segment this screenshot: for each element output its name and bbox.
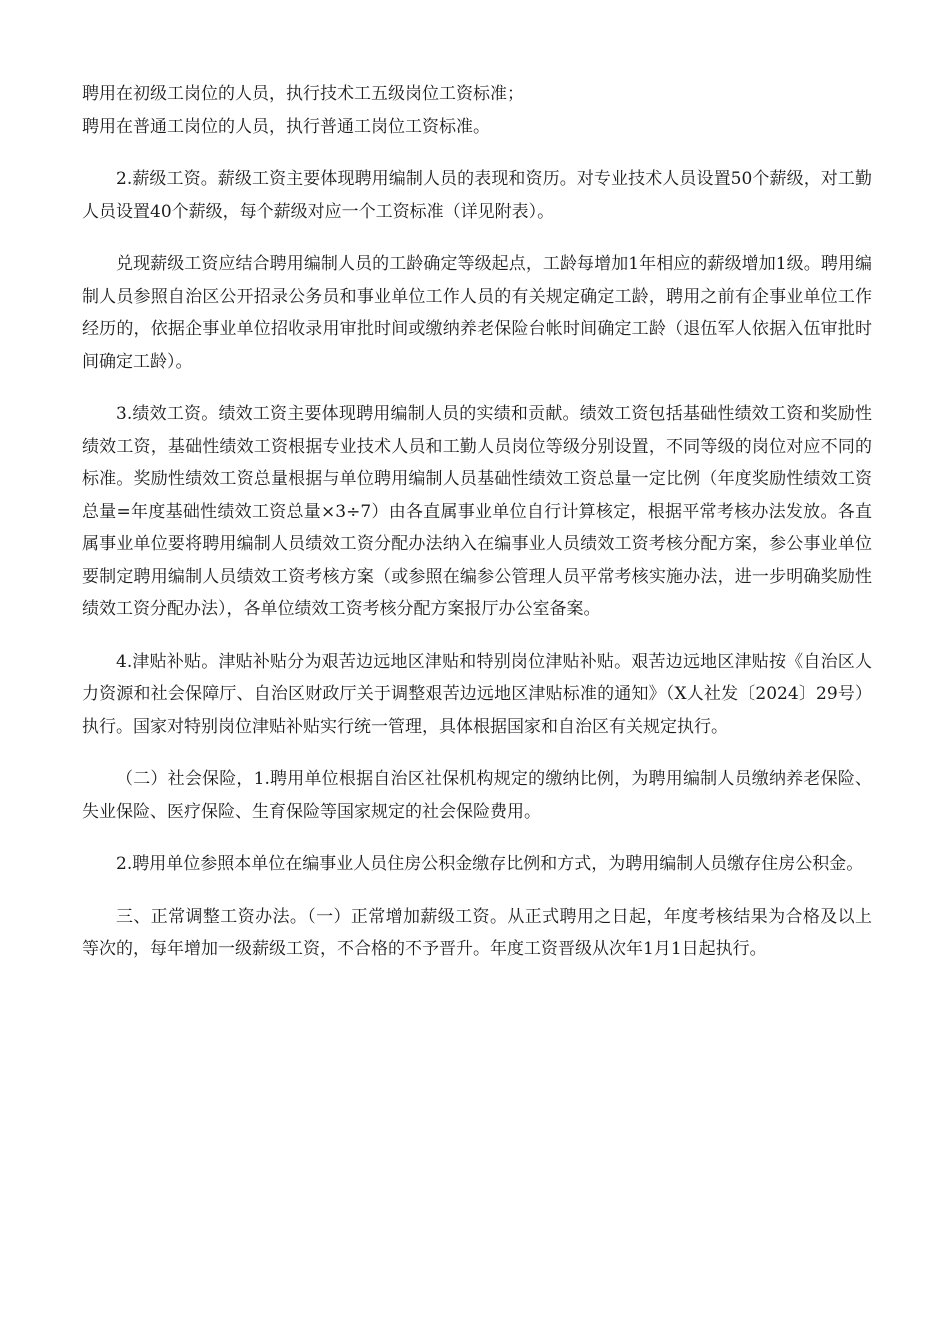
spacer	[82, 743, 872, 763]
paragraph-salary-grade: 2.薪级工资。薪级工资主要体现聘用编制人员的表现和资历。对专业技术人员设置50个薪级，对工勤人员设置40个薪级，每个薪级对应一个工资标准（详见附表）。	[82, 169, 872, 222]
paragraph-performance-pay: 3.绩效工资。绩效工资主要体现聘用编制人员的实绩和贡献。绩效工资包括基础性绩效工资和奖励性绩效工资，基础性绩效工资根据专业技术人员和工勤人员岗位等级分别设置，不同等级的岗位对应不同的标准。奖励性绩效工资总量根据与单位聘用编制人员基础性绩效工资总量一定比例（年度奖励性绩效工资总量=年度基础性绩效工资总量×3÷7）由各直属事业单位自行计算核定，根据平常考核办法发放。各直属事业单位要将聘用编制人员绩效工资分配办法纳入在编事业人员绩效工资考核分配方案，参公事业单位要制定聘用编制人员绩效工资考核方案（或参照在编参公管理人员平常考核实施办法，进一步明确奖励性绩效工资分配办法），各单位绩效工资考核分配方案报厅办公室备案。	[82, 404, 872, 619]
spacer	[82, 143, 872, 163]
paragraph-seniority: 兑现薪级工资应结合聘用编制人员的工龄确定等级起点，工龄每增加1年相应的薪级增加1级。聘用编制人员参照自治区公开招录公务员和事业单位工作人员的有关规定确定工龄，聘用之前有企事业单位工作经历的，依据企事业单位招收录用审批时间或缴纳养老保险台帐时间确定工龄（退伍军人依据入伍审批时间确定工龄）。	[82, 254, 872, 372]
paragraph-general-worker: 聘用在普通工岗位的人员，执行普通工岗位工资标准。	[82, 116, 490, 137]
paragraph-salary-adjustment: 三、正常调整工资办法。（一）正常增加薪级工资。从正式聘用之日起，年度考核结果为合格及以上等次的，每年增加一级薪级工资，不合格的不予晋升。年度工资晋级从次年1月1日起执行。	[82, 906, 872, 959]
paragraph-junior-worker: 聘用在初级工岗位的人员，执行技术工五级岗位工资标准；	[82, 84, 524, 104]
document-page	[82, 78, 872, 966]
spacer	[82, 228, 872, 248]
spacer	[82, 378, 872, 398]
paragraph-social-insurance: （二）社会保险，1.聘用单位根据自治区社保机构规定的缴纳比例，为聘用编制人员缴纳养老保险、失业保险、医疗保险、生育保险等国家规定的社会保险费用。	[82, 769, 872, 822]
spacer	[82, 828, 872, 848]
paragraph-allowances: 4.津贴补贴。津贴补贴分为艰苦边远地区津贴和特别岗位津贴补贴。艰苦边远地区津贴按《自治区人力资源和社会保障厅、自治区财政厅关于调整艰苦边远地区津贴标准的通知》（X人社发〔2024〕29号）执行。国家对特别岗位津贴补贴实行统一管理，具体根据国家和自治区有关规定执行。	[82, 651, 872, 737]
spacer	[82, 626, 872, 646]
paragraph-housing-fund: 2.聘用单位参照本单位在编事业人员住房公积金缴存比例和方式，为聘用编制人员缴存住房公积金。	[116, 854, 864, 874]
spacer	[82, 881, 872, 901]
